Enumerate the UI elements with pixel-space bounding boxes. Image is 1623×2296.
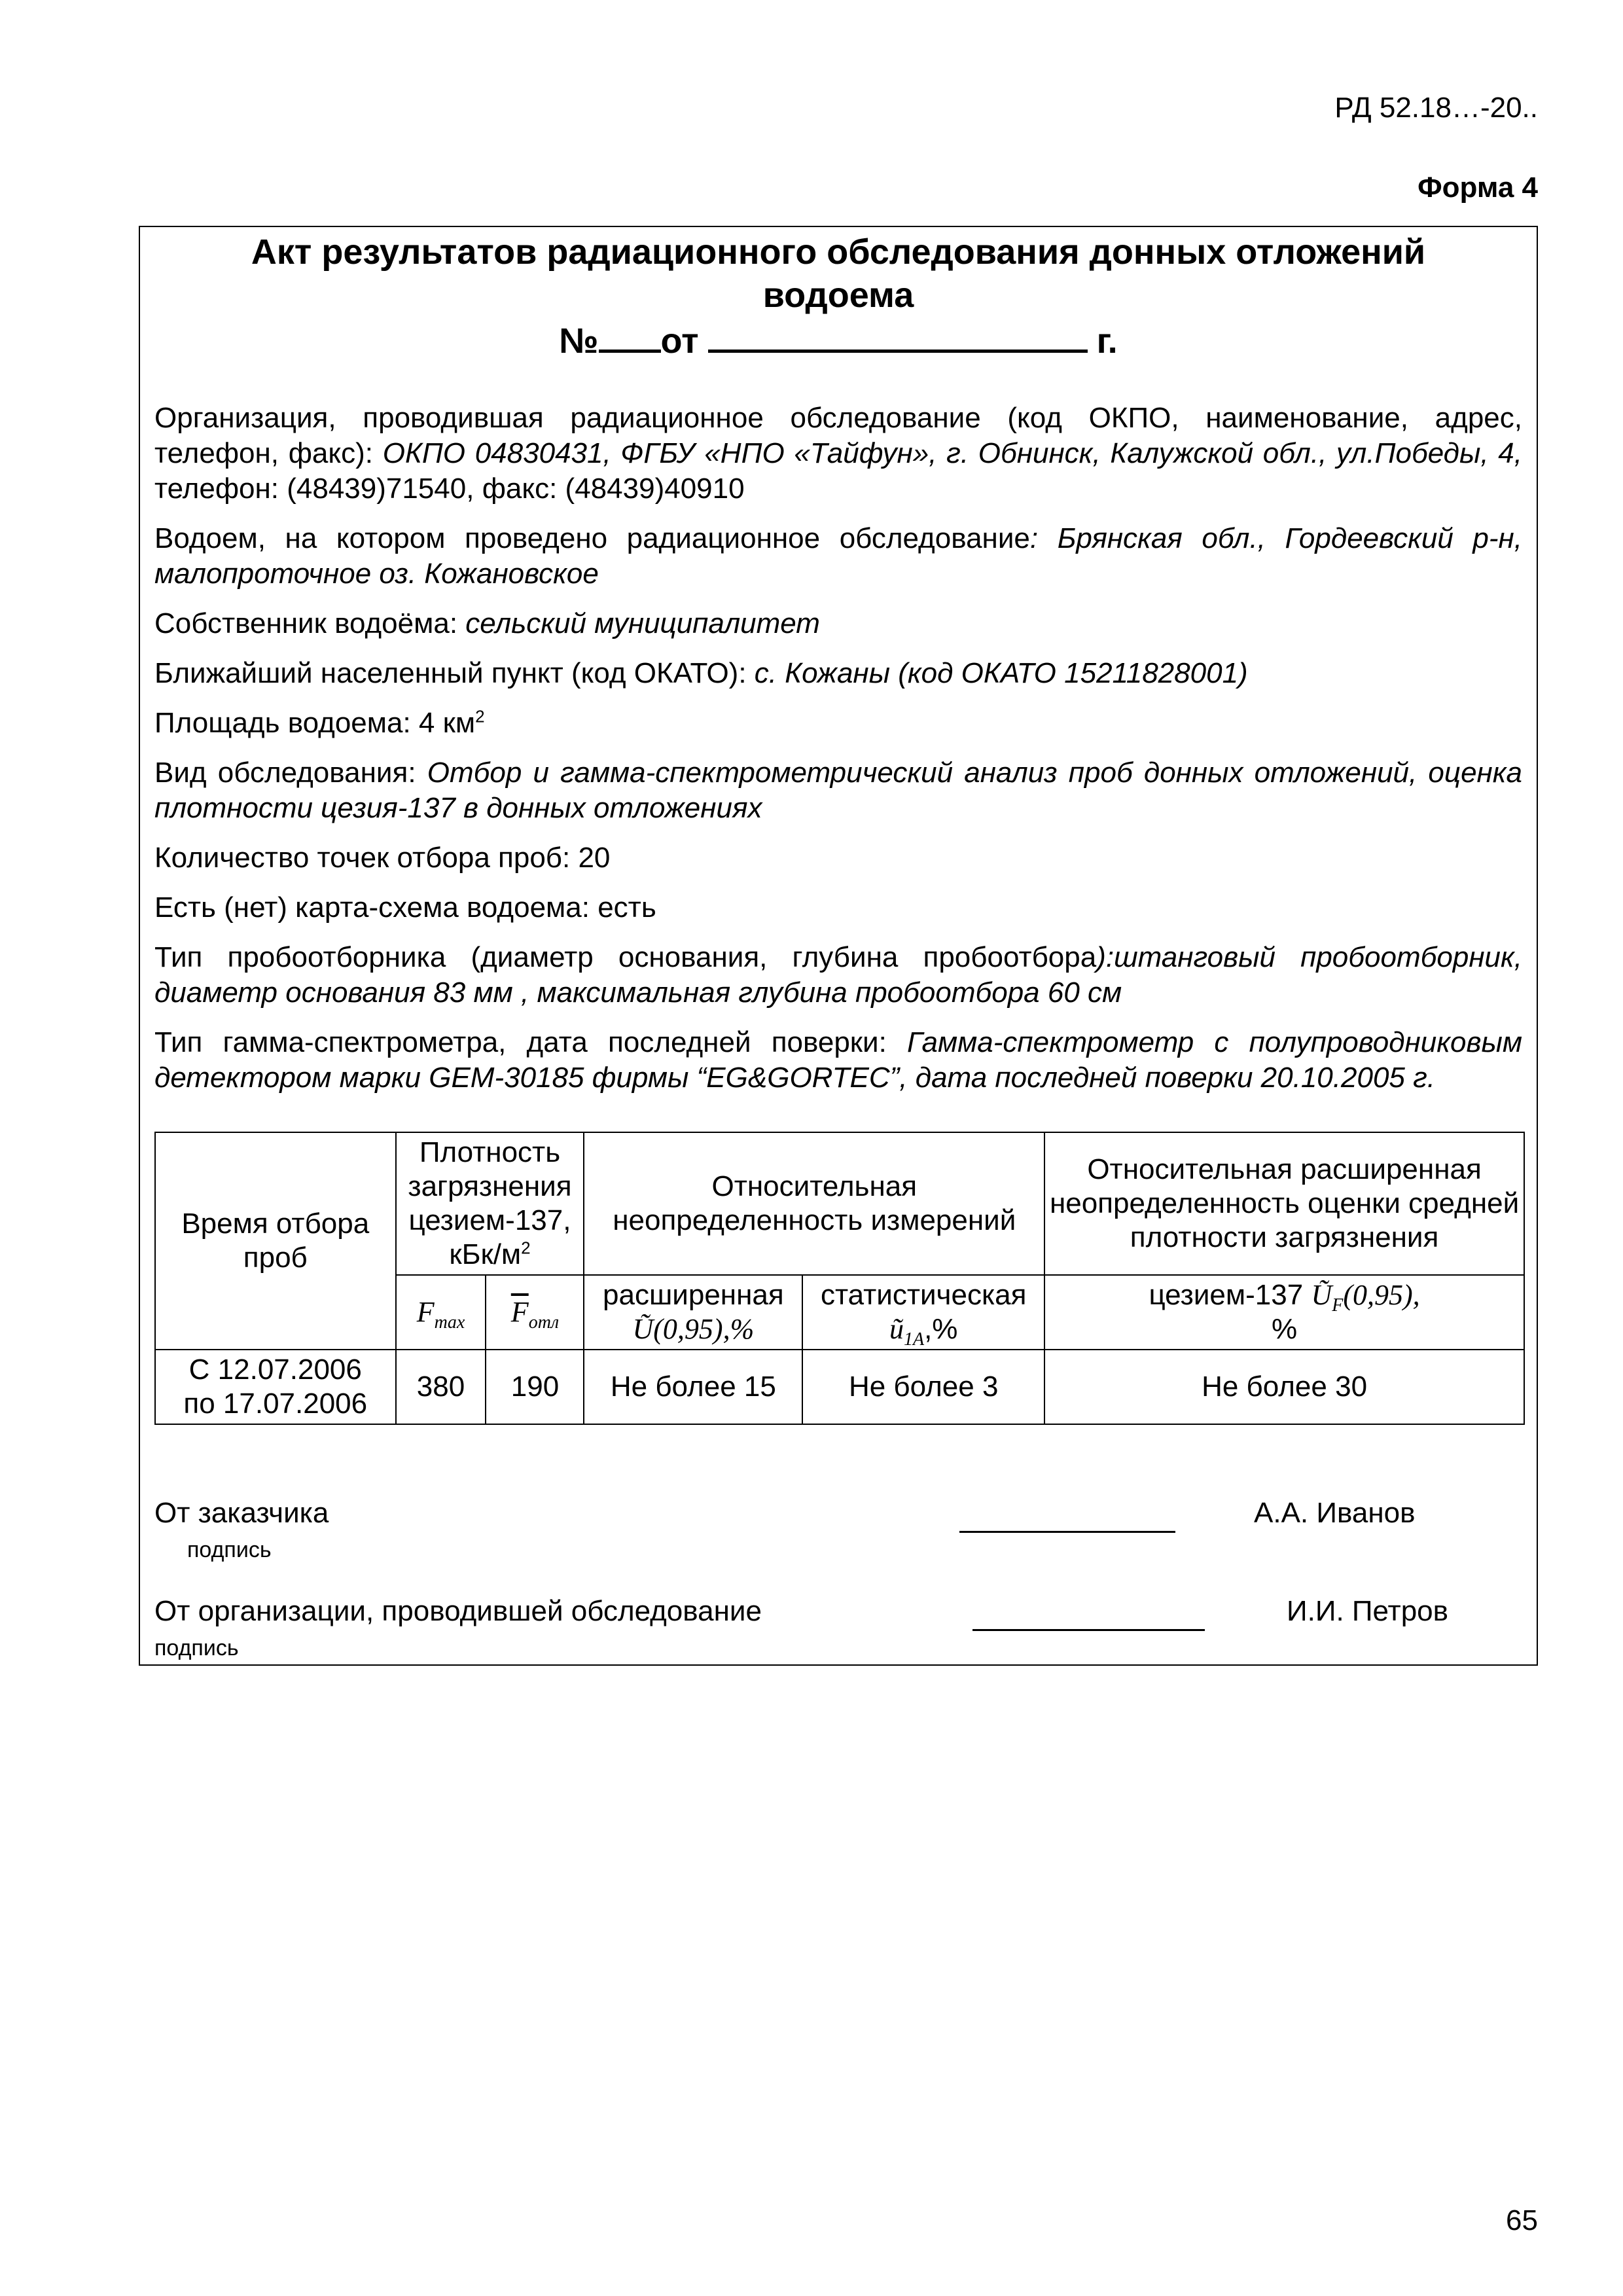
org-contacts: телефон: (48439)71540, факс: (48439)40910 [154, 473, 745, 505]
water-value: : Брянская обл., Гордеевский р-н, малопроточное оз. Кожановское [154, 522, 1522, 590]
points-label: Количество точек отбора проб: 20 [154, 842, 611, 874]
act-title-line2: водоема [762, 276, 914, 315]
results-table [154, 1132, 1525, 1425]
survey-value: Отбор и гамма-спектрометрический анализ проб донных отложений, оценка плотности цезия-137 в донных отложениях [154, 757, 1522, 824]
spectro-label: Тип гамма-спектрометра, дата последней поверки: [154, 1026, 908, 1058]
header-relative: Относительная неопределенность измерений [584, 1132, 1044, 1275]
customer-name: А.А. Иванов [1254, 1497, 1416, 1529]
cell-fotl: 190 [486, 1350, 584, 1424]
field-sampler [154, 940, 1522, 1011]
field-sampling-points [154, 840, 1522, 876]
cell-extended: Не более 15 [584, 1350, 802, 1424]
field-survey-type [154, 755, 1522, 826]
owner-label: Собственник водоёма: [154, 607, 466, 639]
header-fotl: $\overline{F}_{отл}$ [486, 1275, 584, 1350]
act-frame [139, 226, 1538, 1666]
number-from: от [660, 321, 699, 361]
header-time: Время отбора проб [155, 1132, 396, 1350]
org-value: ОКПО 04830431, ФГБУ «НПО «Тайфун», г. Обнинск, Калужской обл., ул.Победы, 4, [382, 437, 1522, 469]
settlement-label: Ближайший населенный пункт (код ОКАТО): [154, 657, 755, 689]
customer-label: От заказчика [154, 1497, 329, 1529]
org-sig-sub: подпись [154, 1636, 239, 1660]
doc-code: РД 52.18…-20.. [1334, 92, 1538, 124]
act-title [140, 230, 1537, 363]
act-number-line [140, 317, 1537, 363]
cell-fmax: 380 [396, 1350, 486, 1424]
org-sig-name: И.И. Петров [1287, 1595, 1449, 1627]
water-label: Водоем, на котором проведено радиационное обследование [154, 522, 1030, 554]
date-blank [708, 317, 1088, 353]
signature-customer [154, 1497, 1522, 1575]
org-signature-line [972, 1629, 1205, 1631]
map-label: Есть (нет) карта-схема водоема: есть [154, 891, 656, 924]
field-owner [154, 606, 1522, 641]
spectro-value: Гамма-спектрометр с полупроводниковым детектором марки GEM-30185 фирмы “EG&GORTEC”, дата последней поверки 20.10.2005 г. [154, 1026, 1522, 1094]
area-sup: 2 [475, 706, 485, 726]
owner-value: сельский муниципалитет [465, 607, 820, 639]
field-spectrometer [154, 1025, 1522, 1096]
settlement-value: с. Кожаны (код ОКАТО 15211828001) [754, 657, 1248, 689]
cell-statistical: Не более 3 [802, 1350, 1044, 1424]
header-cs137: цезием-137 $Ũ_F(0,95)$, % [1044, 1275, 1524, 1350]
field-area [154, 706, 1522, 741]
cell-cs137: Не более 30 [1044, 1350, 1524, 1424]
page-number: 65 [1506, 2204, 1538, 2236]
org-label: Организация, проводившая радиационное обследование (код ОКПО, наименование, адрес, телефон, факс): [154, 402, 1522, 469]
number-blank [599, 317, 661, 353]
act-fields [154, 401, 1522, 1110]
number-year: г. [1096, 321, 1118, 361]
header-extended: расширенная Ũ(0,95),% [584, 1275, 802, 1350]
header-statistical: статистическая $ũ_{1А},\%$ [802, 1275, 1044, 1350]
field-water-body [154, 521, 1522, 592]
area-label: Площадь водоема: 4 км [154, 707, 476, 739]
number-sign: № [559, 321, 599, 361]
act-title-line1: Акт результатов радиационного обследования донных отложений [251, 232, 1426, 272]
sampler-label: Тип пробоотборника (диаметр основания, глубина пробоотбора [154, 941, 1097, 973]
cell-time: С 12.07.2006 по 17.07.2006 [155, 1350, 396, 1424]
org-sig-label: От организации, проводившей обследование [154, 1595, 762, 1627]
header-relative-extended: Относительная расширенная неопределенность оценки средней плотности загрязнения [1044, 1132, 1524, 1275]
table-row [155, 1350, 1524, 1424]
customer-sub: подпись [187, 1537, 272, 1562]
customer-signature-line [959, 1531, 1175, 1533]
header-fmax: $F_{max}$ [396, 1275, 486, 1350]
survey-label: Вид обследования: [154, 757, 427, 789]
signature-organization [154, 1595, 1522, 1667]
field-map [154, 890, 1522, 925]
field-organization [154, 401, 1522, 507]
field-settlement [154, 656, 1522, 691]
header-density: Плотность загрязнения цезием-137, кБк/$м^2$ [396, 1132, 584, 1275]
form-label: Форма 4 [1418, 171, 1538, 204]
sampler-value: ):штанговый пробоотборник, диаметр основания 83 мм , максимальная глубина пробоотбора 60 см [154, 941, 1522, 1009]
